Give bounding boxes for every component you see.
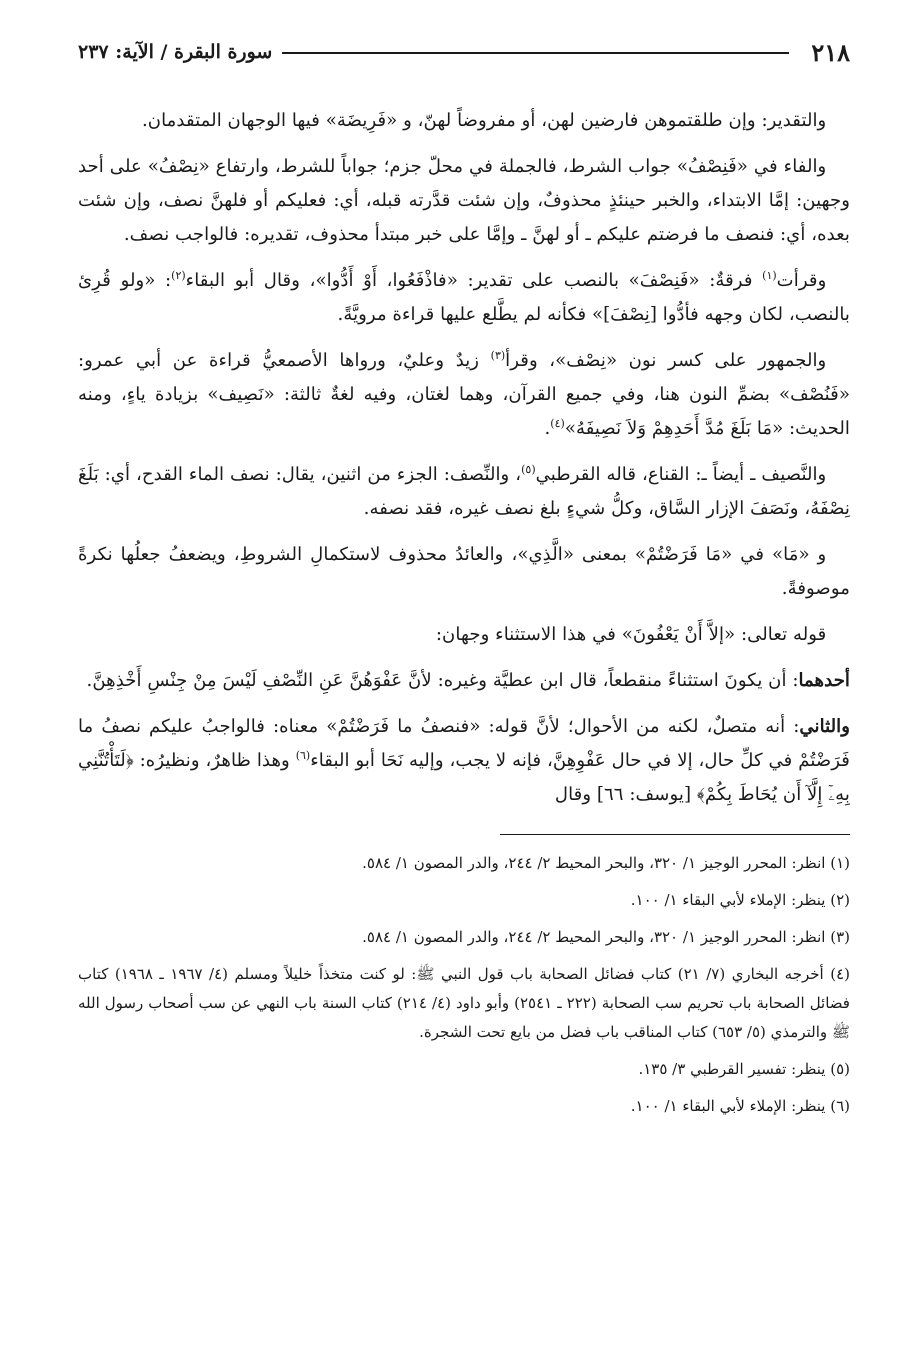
- paragraph: أحدهما: أن يكونَ استثناءً منقطعاً، قال ابن عطيَّة وغيره: لأنَّ عَفْوَهُنَّ عَنِ النِّصْفِ لَيْسَ مِنْ جِنْسِ أَخْذِهِنَّ.: [86, 670, 850, 691]
- running-title: سورة البقرة / الآية: ٢٣٧: [78, 41, 273, 63]
- page-header: [78, 30, 850, 74]
- footnote: (٦) ينظر: الإملاء لأبي البقاء ١/ ١٠٠.: [630, 1097, 850, 1115]
- footnote-ref: (١): [762, 268, 777, 282]
- book-page: [78, 30, 850, 1368]
- footnote: (١) انظر: المحرر الوجيز ١/ ٣٢٠، والبحر المحيط ٢/ ٢٤٤، والدر المصون ١/ ٥٨٤.: [362, 854, 850, 872]
- paragraph: والثاني: أنه متصلٌ، لكنه من الأحوال؛ لأنَّ قوله: «فنصفُ ما فَرَضْتُمْ» معناه: فالواجبُ عليكم نصفُ ما فَرَضْتُمْ في كلِّ حال، إلا في حال عَفْوِهِنَّ، فإنه لا يجب، وإليه نَحَا أبو البقاء$^{(٦)}$ وهذا ظاهرٌ، ونظيرُه: ﴿لَتَأْتُنَّنِي بِهِۦٓ إِلَّآ أَن يُحَاطَ بِكُمْ﴾ [يوسف: ٦٦] وقال: [78, 716, 850, 805]
- footnote-ref: (٤): [550, 416, 565, 430]
- main-text: [78, 104, 850, 812]
- footnote-ref: (٣): [490, 348, 506, 362]
- lead-term: أحدهما: [798, 670, 850, 691]
- page-number: ٢١٨: [811, 37, 850, 67]
- paragraph: والنَّصيف ـ أيضاً ـ: القناع، قاله القرطبي$^{(٥)}$، والنِّصف: الجزء من اثنين، يقال: نصف الماء القدح، أي: بَلَغَ نِصْفَهُ، ونَصَفَ الإزار السَّاق، وكلُّ شيءٍ بلغ نصف غيره، فقد نصفه.: [78, 462, 850, 519]
- header-rule: [282, 30, 789, 54]
- paragraph: و «مَا» في «مَا فَرَضْتُمْ» بمعنى «الَّذِي»، والعائدُ محذوف لاستكمالِ الشروطِ، ويضعفُ جعلُها نكرةً موصوفةً.: [78, 544, 850, 599]
- footnote: (٢) ينظر: الإملاء لأبي البقاء ١/ ١٠٠.: [630, 891, 850, 909]
- footnote-ref: (٢): [171, 268, 186, 282]
- footnote-separator: [500, 834, 850, 835]
- lead-term: والثاني: [799, 716, 850, 737]
- paragraph: وقرأت$^{(١)}$ فرقةٌ: «فَنِصْفَ» بالنصب على تقدير: «فاذْفَعُوا، أَوْ أَدُّوا»، وقال أبو البقاء$^{(٢)}$: «ولو قُرِئ بالنصب، لكان وجهه فأدُّوا [نِصْفَ]» فكأنه لم يطَّلع عليها قراءة مرويَّةً.: [78, 268, 850, 325]
- footnote-ref: (٥): [521, 462, 536, 476]
- footnote-ref: (٦): [295, 748, 311, 762]
- paragraph: والتقدير: وإن طلقتموهن فارضين لهن، أو مفروضاً لهنّ، و «فَرِيضَة» فيها الوجهان المتقدمان.: [142, 110, 827, 131]
- paragraph: قوله تعالى: «إلاَّ أَنْ يَعْفُونَ» في هذا الاستثناء وجهان:: [435, 624, 827, 645]
- paragraph: والجمهور على كسر نون «نِصْف»، وقرأ$^{(٣)}$ زيدٌ وعليٌ، ورواها الأصمعيُّ قراءة عن أبي عمرو: «فَنُصْف» بضمِّ النون هنا، وفي جميع القرآن، وهما لغتان، وفيه لغةٌ ثالثة: «نَصِيف» بزيادة ياءٍ، ومنه الحديث: «مَا بَلَغَ مُدَّ أَحَدِهِمْ وَلاَ نَصِيفَهُ»$^{(٤)}$.: [78, 348, 850, 439]
- paragraph: والفاء في «فَنِصْفُ» جواب الشرط، فالجملة في محلّ جزم؛ جواباً للشرط، وارتفاع «نِصْفُ» على أحد وجهين: إمَّا الابتداء، والخبر حينئذٍ محذوفٌ، وإن شئت قدَّرته قبله، أي: فعليكم أو فلهنَّ نصف، وإن شئت بعده، أي: فنصف ما فرضتم عليكم ـ أو لهنَّ ـ وإمَّا على خبر مبتدأ محذوف، تقديره: فالواجب نصف.: [78, 156, 850, 245]
- footnote: (٤) أخرجه البخاري (٧/ ٢١) كتاب فضائل الصحابة باب قول النبي ﷺ: لو كنت متخذاً خليلاً ومسلم (٤/ ١٩٦٧ ـ ١٩٦٨) كتاب فضائل الصحابة باب تحريم سب الصحابة (٢٢٢ ـ ٢٥٤١) وأبو داود (٤/ ٢١٤) كتاب السنة باب النهي عن سب أصحاب رسول الله ﷺ والترمذي (٥/ ٦٥٣) كتاب المناقب باب فضل من بايع تحت الشجرة.: [78, 965, 850, 1041]
- footnote: (٥) ينظر: تفسير القرطبي ٣/ ١٣٥.: [638, 1060, 850, 1078]
- footnotes: [78, 849, 850, 1121]
- footnote: (٣) انظر: المحرر الوجيز ١/ ٣٢٠، والبحر المحيط ٢/ ٢٤٤، والدر المصون ١/ ٥٨٤.: [362, 928, 850, 946]
